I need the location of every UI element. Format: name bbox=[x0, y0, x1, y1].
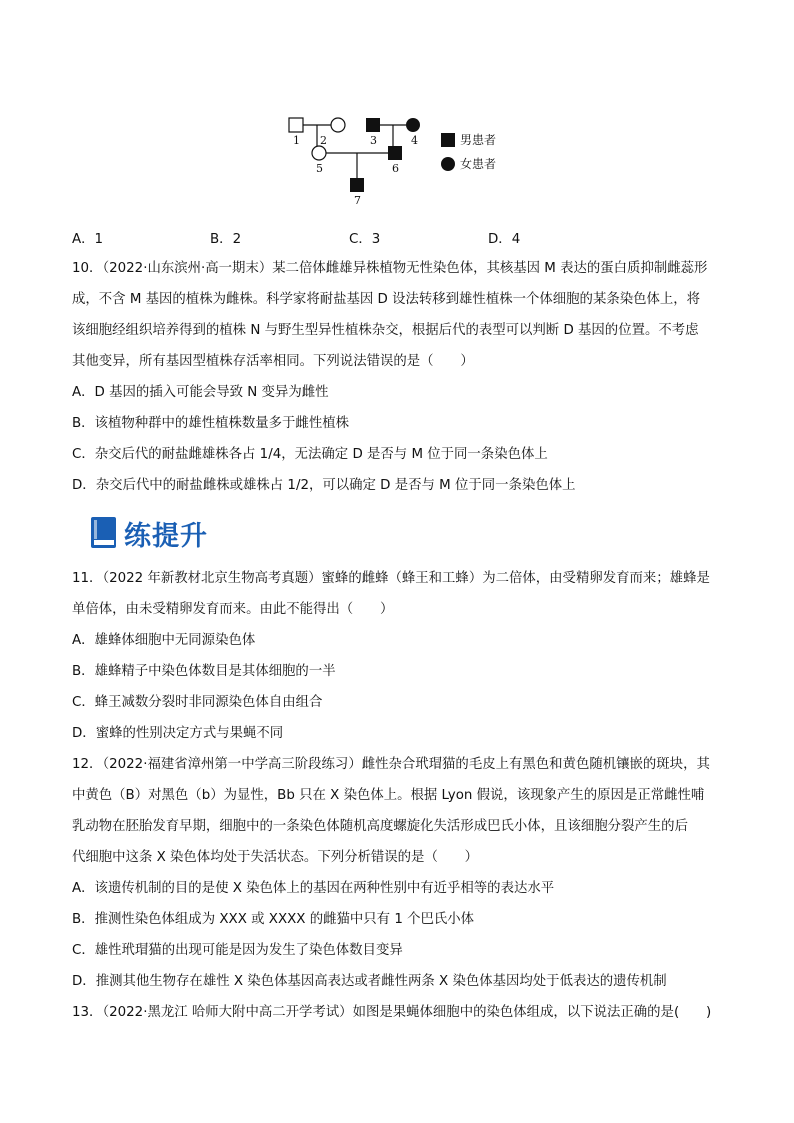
individual-7-symbol bbox=[350, 178, 364, 192]
pedigree-label-6: 6 bbox=[392, 162, 399, 175]
section-header bbox=[90, 513, 208, 553]
q11-option-a: A．雄蜂体细胞中无同源染色体 bbox=[72, 633, 256, 648]
q9-option-c: C．3 bbox=[349, 232, 381, 247]
pedigree-diagram bbox=[280, 108, 520, 208]
pedigree-label-1: 1 bbox=[293, 134, 300, 147]
q10-option-a: A．D 基因的插入可能会导致 N 变异为雌性 bbox=[72, 385, 329, 400]
q10-stem-line: 该细胞经组织培养得到的植株 N 与野生型异性植株杂交，根据后代的表型可以判断 D 基因的位置。不考虑 bbox=[72, 323, 699, 338]
q12-stem-line: 12．（2022·福建省漳州第一中学高三阶段练习）雌性杂合玳瑁猫的毛皮上有黑色和黄色随机镶嵌的斑块，其 bbox=[72, 757, 710, 772]
legend-female-symbol bbox=[441, 157, 455, 171]
q12-option-c: C．雄性玳瑁猫的出现可能是因为发生了染色体数目变异 bbox=[72, 943, 403, 958]
q12-option-a: A．该遗传机制的目的是使 X 染色体上的基因在两种性别中有近乎相等的表达水平 bbox=[72, 881, 555, 896]
book-icon bbox=[90, 516, 118, 550]
q9-option-d: D．4 bbox=[488, 232, 521, 247]
q11-option-d: D．蜜蜂的性别决定方式与果蝇不同 bbox=[72, 726, 284, 741]
section-title: 练提升 bbox=[124, 520, 208, 552]
q11-stem-line: 单倍体，由未受精卵发育而来。由此不能得出（ ） bbox=[72, 602, 394, 617]
pedigree-label-4: 4 bbox=[411, 134, 418, 147]
legend-female-label: 女患者 bbox=[460, 157, 497, 171]
individual-1-symbol bbox=[289, 118, 303, 132]
pedigree-label-5: 5 bbox=[316, 162, 323, 175]
q9-option-b: B．2 bbox=[210, 232, 242, 247]
q9-options bbox=[72, 228, 732, 246]
individual-2-symbol bbox=[331, 118, 345, 132]
q10-stem-line: 成，不含 M 基因的植株为雌株。科学家将耐盐基因 D 设法转移到雄性植株一个体细胞的某条染色体上，将 bbox=[72, 292, 701, 307]
legend-male-label: 男患者 bbox=[460, 133, 497, 147]
pedigree-label-3: 3 bbox=[370, 134, 377, 147]
q10-option-b: B．该植物种群中的雄性植株数量多于雌性植株 bbox=[72, 416, 349, 431]
individual-6-symbol bbox=[388, 146, 402, 160]
legend-male-symbol bbox=[441, 133, 455, 147]
q10-option-d: D．杂交后代中的耐盐雌株或雄株占 1/2，可以确定 D 是否与 M 位于同一条染色体上 bbox=[72, 478, 576, 493]
individual-5-symbol bbox=[312, 146, 326, 160]
q13-stem-line: 13．（2022·黑龙江 哈师大附中高二开学考试）如图是果蝇体细胞中的染色体组成，以下说法正确的是( ) bbox=[72, 1005, 712, 1020]
q12-stem-line: 中黄色（B）对黑色（b）为显性，Bb 只在 X 染色体上。根据 Lyon 假说，该现象产生的原因是正常雌性哺 bbox=[72, 788, 705, 803]
q12-option-d: D．推测其他生物存在雄性 X 染色体基因高表达或者雌性两条 X 染色体基因均处于低表达的遗传机制 bbox=[72, 974, 667, 989]
q10-stem-line: 其他变异，所有基因型植株存活率相同。下列说法错误的是（ ） bbox=[72, 354, 474, 369]
q11-stem-line: 11．（2022 年新教材北京生物高考真题）蜜蜂的雌蜂（蜂王和工蜂）为二倍体，由受精卵发育而来；雄蜂是 bbox=[72, 571, 710, 586]
q11-option-c: C．蜂王减数分裂时非同源染色体自由组合 bbox=[72, 695, 323, 710]
pedigree-svg bbox=[280, 108, 520, 208]
pedigree-label-2: 2 bbox=[320, 134, 327, 147]
individual-4-symbol bbox=[406, 118, 420, 132]
pedigree-label-7: 7 bbox=[354, 194, 361, 207]
q9-option-a: A．1 bbox=[72, 232, 104, 247]
individual-3-symbol bbox=[366, 118, 380, 132]
q12-option-b: B．推测性染色体组成为 XXX 或 XXXX 的雌猫中只有 1 个巴氏小体 bbox=[72, 912, 475, 927]
q12-stem-line: 乳动物在胚胎发育早期，细胞中的一条染色体随机高度螺旋化失活形成巴氏小体，且该细胞分裂产生的后 bbox=[72, 819, 688, 834]
q12-stem-line: 代细胞中这条 X 染色体均处于失活状态。下列分析错误的是（ ） bbox=[72, 850, 479, 865]
q11-option-b: B．雄蜂精子中染色体数目是其体细胞的一半 bbox=[72, 664, 336, 679]
q10-stem-line: 10．（2022·山东滨州·高一期末）某二倍体雌雄异株植物无性染色体，其核基因 M 表达的蛋白质抑制雌蕊形 bbox=[72, 261, 708, 276]
q10-option-c: C．杂交后代的耐盐雌雄株各占 1/4，无法确定 D 是否与 M 位于同一条染色体上 bbox=[72, 447, 548, 462]
